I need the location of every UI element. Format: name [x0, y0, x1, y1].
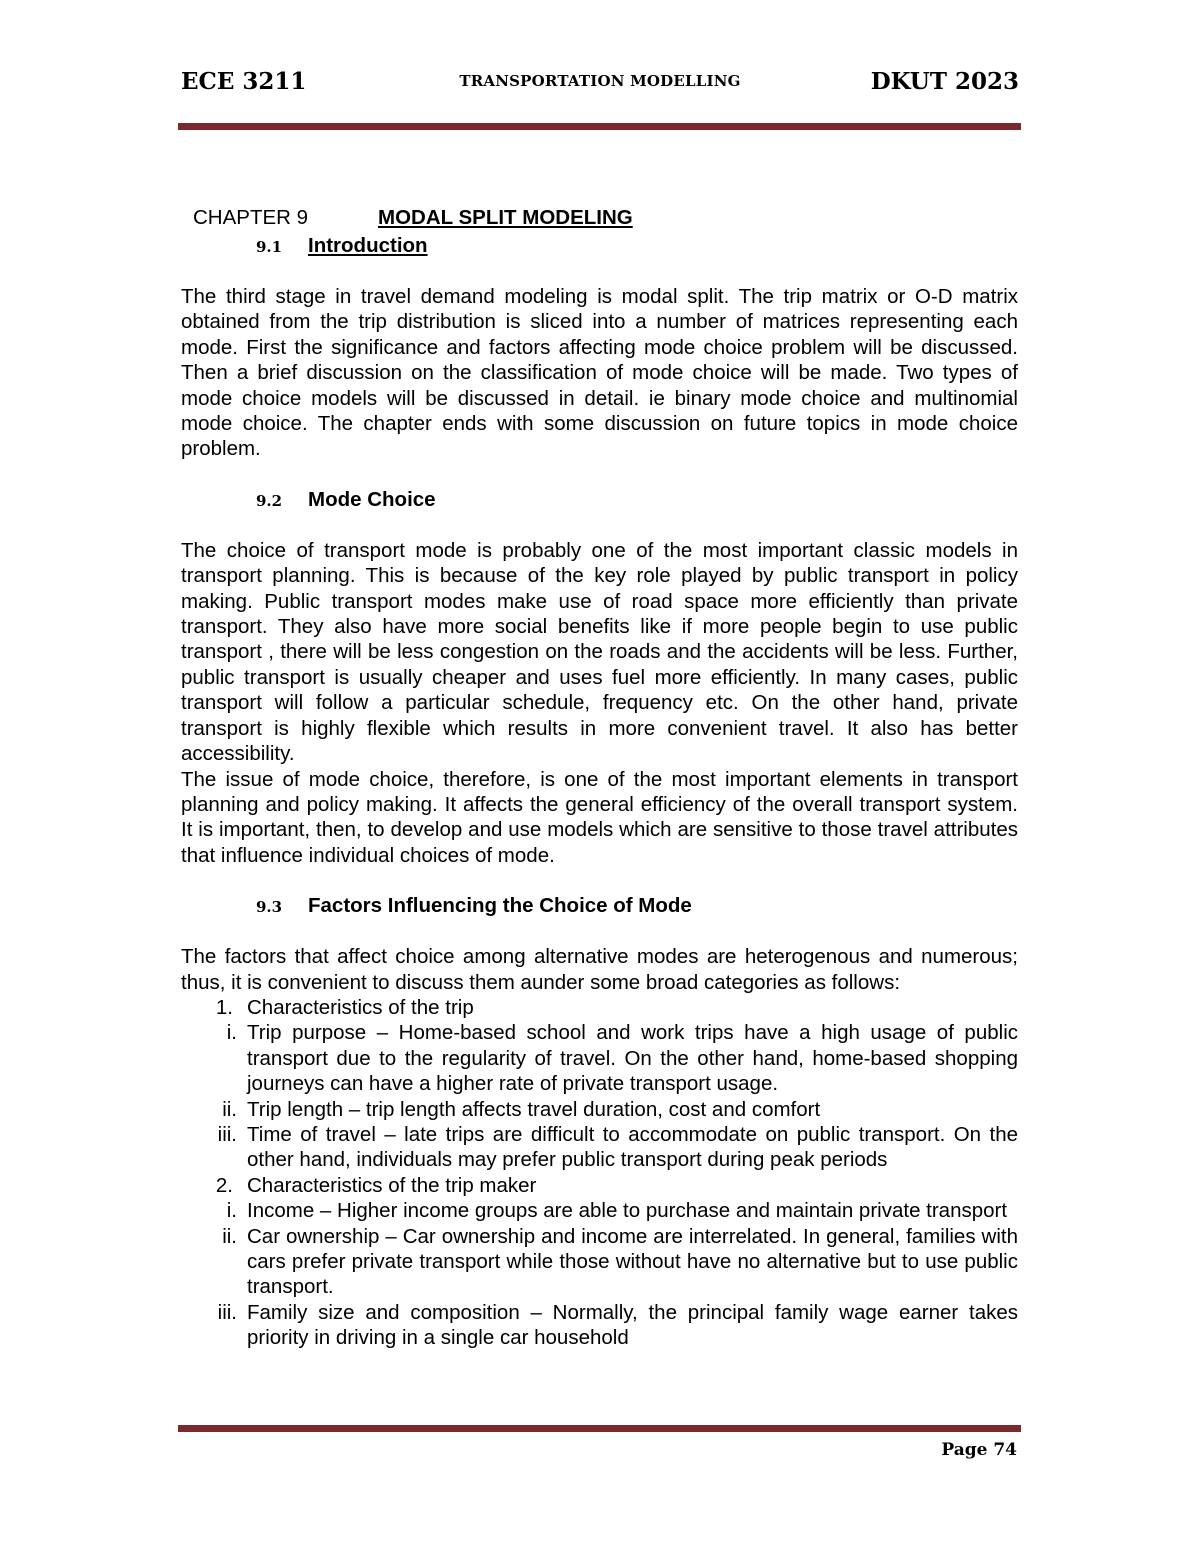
page-header: [181, 68, 1019, 102]
list-marker: i.: [226, 1021, 237, 1045]
list-item-text: Family size and composition – Normally, the principal family wage earner takes priority in driving in a single car household: [247, 1300, 1018, 1350]
section-heading-factors: [181, 893, 1018, 919]
page-number: Page 74: [941, 1440, 1017, 1460]
section-number: 9.1: [256, 238, 283, 256]
list-marker: 2.: [215, 1173, 233, 1197]
list-marker: ii.: [222, 1097, 237, 1121]
list-item: [181, 1173, 1018, 1198]
chapter-title: MODAL SPLIT MODELING: [378, 206, 633, 229]
list-marker: iii.: [217, 1122, 237, 1146]
course-code: ECE 3211: [181, 68, 307, 95]
list-item-text: Characteristics of the trip: [247, 995, 474, 1019]
section-title: Introduction: [308, 234, 428, 257]
section-number: 9.3: [256, 898, 283, 917]
institution-year: DKUT 2023: [870, 68, 1019, 95]
chapter-heading: [181, 205, 1018, 233]
list-item: [181, 1122, 1018, 1173]
list-item-text: Time of travel – late trips are difficult to accommodate on public transport. On the other hand, individuals may prefer public transport during peak periods: [247, 1122, 1018, 1172]
list-item: [181, 1224, 1018, 1300]
section-title: Factors Influencing the Choice of Mode: [308, 894, 692, 918]
chapter-label: CHAPTER 9: [193, 206, 309, 229]
document-body: [181, 205, 1018, 1351]
paragraph: The choice of transport mode is probably one of the most important classic models in transport planning. This is because of the key role played by public transport in policy making. Public transport modes make use of road space more efficiently than private transport. They also have more social benefits like if more people begin to use public transport , there will be less congestion on the roads and the accidents will be less. Further, public transport is usually cheaper and uses fuel more efficiently. In many cases, public transport will follow a particular schedule, frequency etc. On the other hand, private transport is highly flexible which results in more convenient travel. It also has better accessibility.: [181, 538, 1018, 766]
list-item: [181, 1097, 1018, 1122]
list-item-text: Characteristics of the trip maker: [247, 1173, 537, 1197]
list-item: [181, 995, 1018, 1020]
list-marker: ii.: [222, 1224, 237, 1248]
header-rule: [178, 123, 1021, 130]
paragraph: The factors that affect choice among alternative modes are heterogenous and numerous; thus, it is convenient to discuss them aunder some broad categories as follows:: [181, 945, 1018, 994]
list-item-text: Income – Higher income groups are able to purchase and maintain private transport: [247, 1199, 1008, 1223]
paragraph: The third stage in travel demand modeling is modal split. The trip matrix or O-D matrix obtained from the trip distribution is sliced into a number of matrices representing each mode. First the significance and factors affecting mode choice problem will be discussed. Then a brief discussion on the classification of mode choice will be made. Two types of mode choice models will be discussed in detail. ie binary mode choice and multinomial mode choice. The chapter ends with some discussion on future topics in mode choice problem.: [181, 285, 1018, 461]
list-marker: iii.: [217, 1300, 237, 1324]
list-item: [181, 1198, 1018, 1223]
list-item-text: Car ownership – Car ownership and income are interrelated. In general, families with cars prefer private transport while those without have no alternative but to use public transport.: [247, 1224, 1018, 1299]
list-marker: i.: [226, 1199, 237, 1223]
section-heading-intro: [181, 233, 1018, 259]
section-heading-mode-choice: [181, 487, 1018, 513]
section-title: Mode Choice: [308, 487, 436, 511]
list-marker: 1.: [215, 995, 233, 1019]
footer-rule: [178, 1425, 1021, 1432]
factors-list: [181, 995, 1018, 1351]
list-item-text: Trip purpose – Home-based school and work trips have a high usage of public transport due to the regularity of travel. On the other hand, home-based shopping journeys can have a higher rate of private transport usage.: [247, 1021, 1018, 1096]
list-item: [181, 1300, 1018, 1351]
paragraph: The issue of mode choice, therefore, is one of the most important elements in transport planning and policy making. It affects the general efficiency of the overall transport system. It is important, then, to develop and use models which are sensitive to those travel attributes that influence individual choices of mode.: [181, 767, 1018, 867]
course-title: TRANSPORTATION MODELLING: [459, 72, 741, 90]
list-item-text: Trip length – trip length affects travel duration, cost and comfort: [247, 1097, 821, 1121]
section-number: 9.2: [256, 491, 283, 510]
list-item: [181, 1020, 1018, 1096]
